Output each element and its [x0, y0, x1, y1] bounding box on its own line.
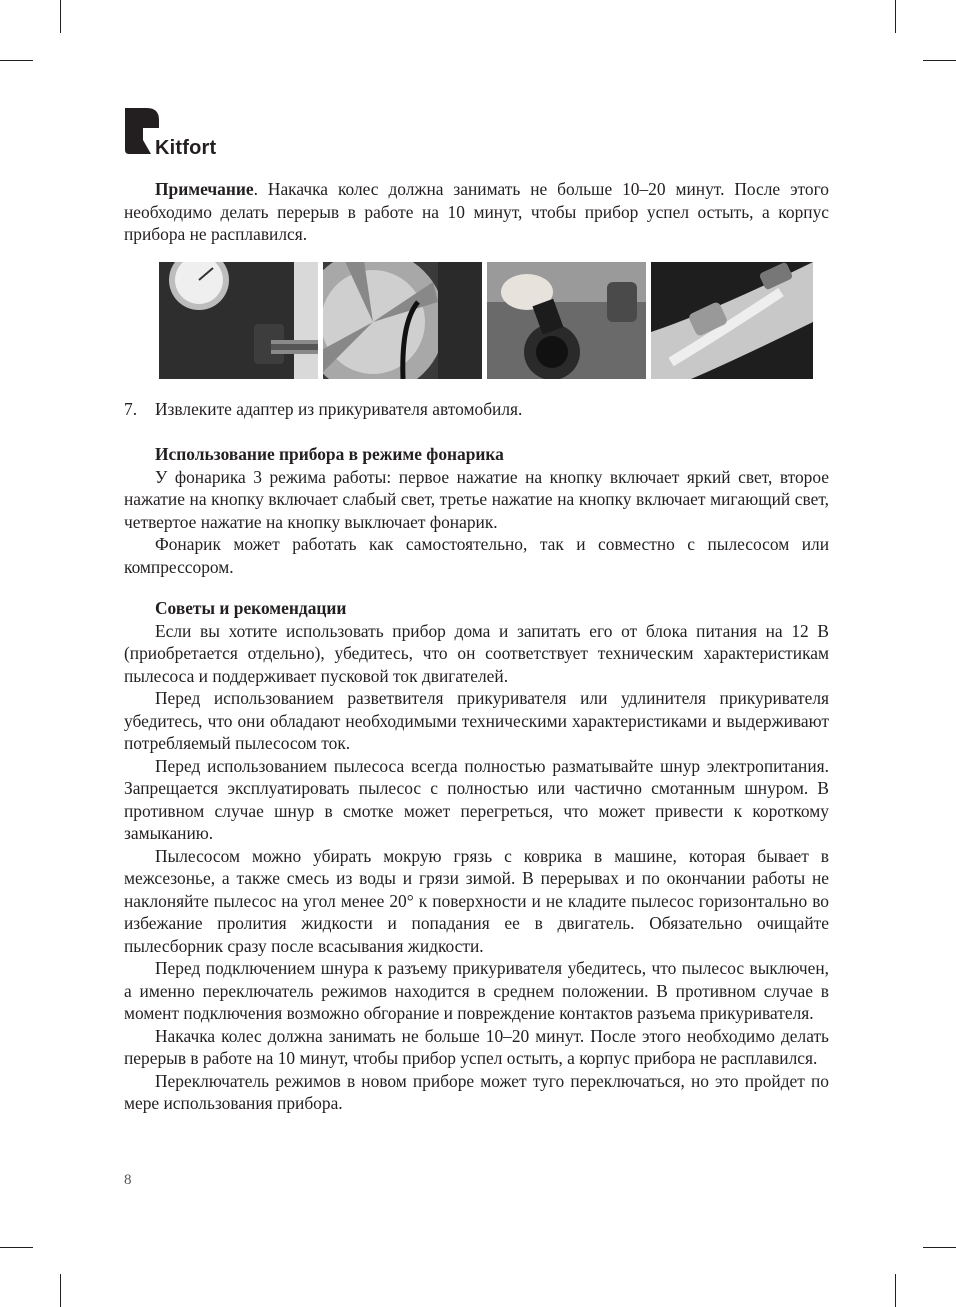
- photo-mode-switch: [651, 262, 813, 379]
- paragraph: Перед использованием разветвителя прикуривателя или удлинителя прикуривателя убедитесь, что они обладают необходимыми техническими характеристиками и выдерживают потребляемый пылесосом ток.: [124, 688, 829, 753]
- note-label: Примечание: [155, 179, 254, 199]
- paragraph: Переключатель режимов в новом приборе может туго переключаться, но это пройдет по мере использования прибора.: [124, 1070, 829, 1113]
- note-block: [124, 178, 829, 246]
- crop-mark: [0, 1247, 33, 1248]
- step-7: [124, 398, 522, 421]
- photo-compressor: [159, 262, 318, 379]
- paragraph: У фонарика 3 режима работы: первое нажатие на кнопку включает яркий свет, второе нажатие на кнопку включает слабый свет, третье нажатие на кнопку включает мигающий свет, четвертое нажатие на кнопку выключает фонарик.: [124, 466, 829, 532]
- brand-logo: [125, 108, 235, 158]
- note-text: . Накачка колес должна занимать не больше 10–20 минут. После этого необходимо делать перерыв в работе на 10 минут, чтобы прибор успел остыть, а корпус прибора не расплавился.: [124, 179, 829, 244]
- crop-mark: [0, 60, 33, 61]
- paragraph: Накачка колес должна занимать не больше 10–20 минут. После этого необходимо делать перерыв в работе на 10 минут, чтобы прибор успел остыть, а корпус прибора не расплавился.: [124, 1025, 829, 1068]
- brand-name: Kitfort: [155, 137, 217, 159]
- crop-mark: [895, 1274, 896, 1307]
- crop-mark: [60, 1274, 61, 1307]
- step-text: Извлеките адаптер из прикуривателя автомобиля.: [155, 399, 523, 419]
- photo-strip: [159, 262, 813, 379]
- section-heading: Использование прибора в режиме фонарика: [155, 444, 504, 464]
- crop-mark: [923, 60, 956, 61]
- paragraph: Перед использованием пылесоса всегда полностью разматывайте шнур электропитания. Запрещается эксплуатировать пылесос с полностью или частично смотанным шнуром. В противном случае шнур в смотке может перегреться, что может привести к короткому замыканию.: [124, 755, 829, 843]
- photo-tire: [323, 262, 482, 379]
- crop-mark: [923, 1247, 956, 1248]
- paragraph: Пылесосом можно убирать мокрую грязь с коврика в машине, которая бывает в межсезонье, а также смесь из воды и грязи зимой. В перерывах и по окончании работы не наклоняйте пылесос на угол менее 20° к поверхности и не кладите пылесос горизонтально во избежание пролития жидкости и попадания ее в двигатель. Обязательно очищайте пылесборник сразу после всасывания жидкости.: [124, 845, 829, 956]
- photo-lighter-adapter: [487, 262, 646, 379]
- paragraph: Перед подключением шнура к разъему прикуривателя убедитесь, что пылесос выключен, а именно переключатель режимов находится в среднем положении. В противном случае в момент подключения возможно обгорание и повреждение контактов разъема прикуривателя.: [124, 958, 829, 1023]
- paragraph: Если вы хотите использовать прибор дома и запитать его от блока питания на 12 В (приобретается отдельно), убедитесь, что он соответствует техническим характеристикам пылесоса и поддерживает пусковой ток двигателей.: [124, 620, 829, 686]
- page-number: 8: [124, 1172, 132, 1188]
- step-number: 7.: [124, 399, 138, 419]
- paragraph: Фонарик может работать как самостоятельно, так и совместно с пылесосом или компрессором.: [124, 534, 829, 577]
- crop-mark: [895, 0, 896, 33]
- tips-section: [124, 597, 829, 1115]
- flashlight-section: [124, 443, 829, 578]
- section-heading: Советы и рекомендации: [155, 598, 347, 618]
- kitfort-logo-icon: [125, 108, 159, 158]
- crop-mark: [60, 0, 61, 33]
